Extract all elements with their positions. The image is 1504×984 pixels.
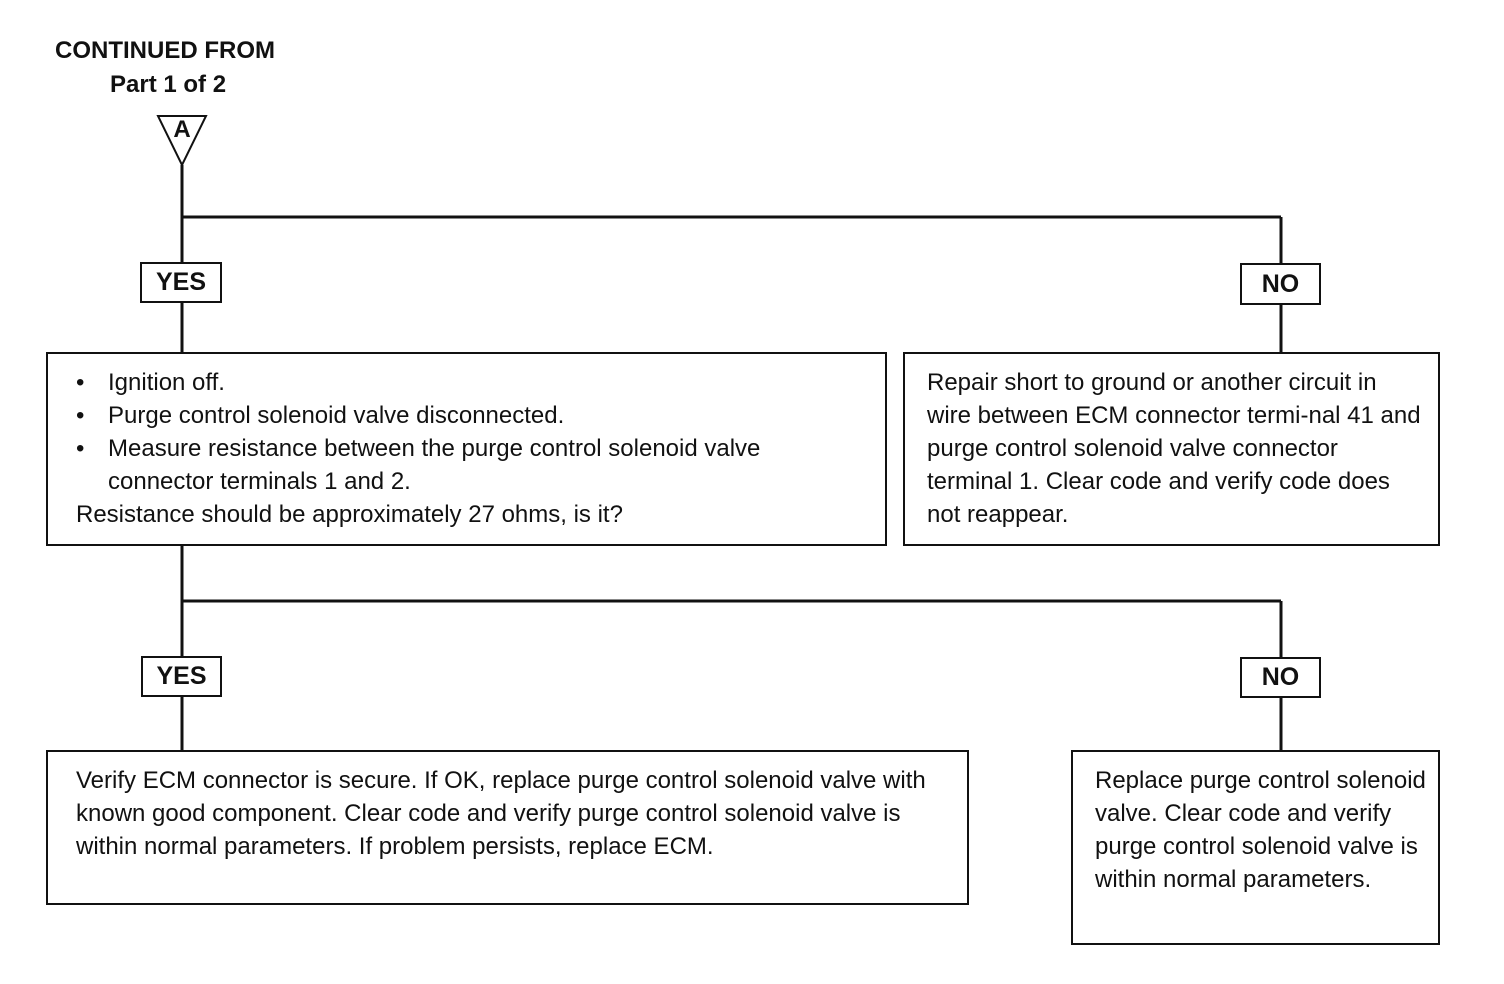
- offpage-connector-a: [156, 114, 208, 168]
- step-instructions: [76, 366, 867, 498]
- continued-from-part: Part 1 of 2: [110, 71, 227, 98]
- no-label-2: NO: [1240, 657, 1321, 698]
- connector-letter: A: [173, 116, 191, 143]
- step-text: Replace purge control solenoid valve. Clear code and verify purge control solenoid valve is within normal parameters.: [1095, 767, 1426, 893]
- step-repair-short: [903, 352, 1440, 546]
- yes-label-2: YES: [141, 656, 222, 697]
- step-replace-valve: [1071, 750, 1440, 945]
- step-text: Repair short to ground or another circuit in wire between ECM connector termi-nal 41 and purge control solenoid valve connector terminal 1. Clear code and verify code does not reappear.: [927, 369, 1421, 528]
- step-verify-ecm: [46, 750, 969, 905]
- step-question: Resistance should be approximately 27 ohms, is it?: [76, 501, 623, 528]
- yes-label-1: YES: [140, 262, 222, 303]
- no-label-1: NO: [1240, 263, 1321, 305]
- instruction-item: • Measure resistance between the purge control solenoid valve connector terminals 1 and 2.: [76, 432, 867, 498]
- step-check-resistance: [46, 352, 887, 546]
- instruction-item: • Purge control solenoid valve disconnected.: [76, 399, 867, 432]
- instruction-item: • Ignition off.: [76, 366, 867, 399]
- step-text: Verify ECM connector is secure. If OK, replace purge control solenoid valve with known good component. Clear code and verify purge control solenoid valve is within normal parameters. If problem persists, replace ECM.: [76, 767, 926, 860]
- continued-from-title: CONTINUED FROM: [55, 37, 275, 64]
